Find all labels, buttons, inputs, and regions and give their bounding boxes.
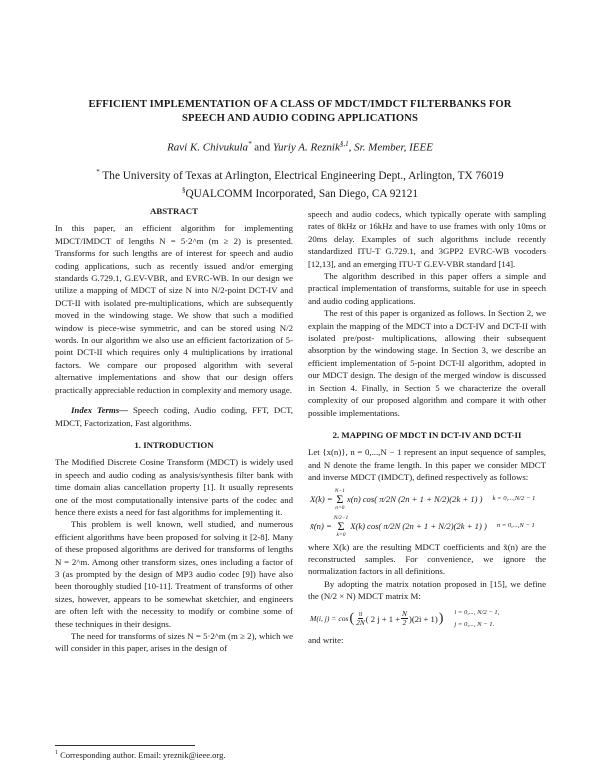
- mdct-equation-body: cos( π/2N (2n + 1 + N/2)(2k + 1) ): [362, 493, 483, 504]
- intro-paragraph-6: The rest of this paper is organized as follows. In Section 2, we explain the mapping of the MDCT into a DCT-IV and DCT-II with isolated pre/post- multiplications, allowing their subsequent absorption by the windowing stage. In Section 3, we describe an efficient implementation of 5-point DCT-II algorithm, adopted in our MDCT design. The design of the merged window is discussed in Section 4. Finally, in Section 5 we characterize the overall complexity of our proposed algorithm and compare it with other possible implementations.: [308, 308, 546, 418]
- affiliations: [50, 165, 550, 201]
- intro-paragraph-4: speech and audio codecs, which typically operate with sampling rates of 8kHz or 16kHz and have to use frames with only 10ms or 20ms delay. Examples of such algorithms include recently standardized ITU-T G.729.1, and 3GPP2 EVRC-WB vocoders [12,13], and an emerging ITU-T G.EV-VBR standard [14].: [308, 209, 546, 269]
- intro-paragraph-1: The Modified Discrete Cosine Transform (MDCT) is widely used in speech and audio coding as analysis/synthesis filter bank with time domain alias cancellation property [1]. It usually represents one of the most computationally intensive parts of the codec and hence there exists a need for fast algorithms for implementing it.: [55, 457, 293, 517]
- index-terms-label: Index Terms—: [71, 405, 128, 416]
- matrix-equation-lhs: M(i, j) = cos: [310, 613, 349, 623]
- imdct-equation-body: cos( π/2N (2n + 1 + N/2)(2k + 1) ): [367, 520, 487, 531]
- mdct-equation: X(k) = N−1 Σ n=0 x(n) cos( π/2N (2n + 1 + N/2)(2k + 1) ) k = 0,...,N/2 − 1: [310, 487, 536, 511]
- imdct-equation: x̃(n) = N/2−1 Σ k=0 X(k) cos( π/2N (2n + 1 + N/2)(2k + 1) ) n = 0,...,N − 1: [310, 514, 535, 538]
- section-2-paragraph-2: where X(k) are the resulting MDCT coefficients and x̃(n) are the reconstructed samples. For convenience, we ignore the normalization factors in all definitions.: [308, 541, 546, 577]
- and-word: and: [251, 141, 273, 154]
- mdct-equation-lhs: X(k) =: [310, 493, 333, 504]
- mdct-equation-condition: k = 0,...,N/2 − 1: [492, 494, 536, 502]
- author-2-title: , Sr. Member, IEEE: [348, 141, 433, 154]
- author-line: [50, 140, 550, 154]
- imdct-equation-condition: n = 0,...,N − 1: [496, 521, 535, 529]
- paper-title: [50, 98, 550, 126]
- intro-heading: 1. INTRODUCTION: [134, 439, 214, 450]
- footnote-divider: [55, 745, 195, 746]
- abstract-text: In this paper, an efficient algorithm for implementing MDCT/IMDCT of lengths N = 5·2^m (m ≥ 2) is presented. Transforms for such lengths are of interest for speech and audio coding applications, such as recently issued and/or emerging standards G.729.1, G.EV-VBR, and EVRC-WB. In our design we utilize a mapping of MDCT of size N into N/2-point DCT-IV and DCT-II with isolated pre-multiplications, which are subsequently moved in the windowing stage. We show that such a modified window is piece-wise symmetric, and can be stored using N/2 words. In our algorithm we also use an efficient factorization of 5-point DCT-II which requires only 4 multiplications by irrational factors. We compare our proposed algorithm with several alternative implementations and show that our design offers practically appreciable reduction in complexity and memory usage.: [55, 223, 293, 395]
- author-1-mark: *: [248, 140, 252, 148]
- index-terms: Index Terms— Speech coding, Audio coding, FFT, DCT, MDCT, Factorization, Fast algorithms.: [55, 405, 293, 428]
- footnote-text: Corresponding author. Email: yreznik@ieee.org.: [58, 750, 226, 760]
- affiliation-1-mark: *: [96, 168, 100, 176]
- sum-symbol: N−1 Σ n=0: [334, 487, 345, 511]
- abstract-heading: ABSTRACT: [150, 206, 198, 216]
- affiliation-2: §QUALCOMM Incorporated, San Diego, CA 92121: [181, 185, 418, 200]
- section-2-heading: 2. MAPPING OF MDCT IN DCT-IV AND DCT-II: [332, 429, 522, 440]
- intro-paragraph-2: This problem is well known, well studied, and numerous efficient algorithms have been proposed for solving it [2-8]. Many of these proposed algorithms are derived for transforms of lengths N = 2^m. Among other transform sizes, ones including a factor of 3 (as prompted by the design of MP3 audio codec [9]) have also been thoroughly studied [10-11]. Treatment of transforms of other sizes, however, appears to be somewhat sketchier, and engineers are often left with the necessity to modify or combine some of these techniques in their designs.: [55, 519, 293, 629]
- right-column: [308, 208, 546, 647]
- sum-symbol: N/2−1 Σ k=0: [333, 514, 349, 538]
- author-1: Ravi K. Chivukula: [167, 141, 249, 154]
- section-2-paragraph-1: Let {x(n)}, n = 0,...,N − 1 represent an input sequence of samples, and N denote the frame length. In this paper we consider MDCT and inverse MDCT (IMDCT), defined respectively as follows:: [308, 447, 546, 483]
- affiliation-1: * The University of Texas at Arlington, Electrical Engineering Dept., Arlington, TX 76019: [96, 168, 504, 182]
- section-2-paragraph-3: By adopting the matrix notation proposed in [15], we define the (N/2 × N) MDCT matrix M:: [308, 578, 546, 602]
- matrix-equation: M(i, j) = cos ( $\frac{\pi}{2N}$ ( 2 j + 1 + $\frac{N}{2}$ )(2i + 1) ) i = 0,..., N/2 − 1, j = 0,..., N − 1.: [310, 607, 546, 632]
- author-2-mark: §,1: [339, 140, 349, 148]
- intro-paragraph-5: The algorithm described in this paper offers a simple and practical implementation of transforms, suitable for use in speech and audio coding applications.: [308, 271, 546, 306]
- title-line-1: EFFICIENT IMPLEMENTATION OF A CLASS OF MDCT/IMDCT FILTERBANKS FOR: [88, 99, 512, 110]
- matrix-equation-conditions: i = 0,..., N/2 − 1, j = 0,..., N − 1.: [454, 608, 500, 628]
- n-half-fraction: $\frac{N}{2}$: [402, 609, 407, 628]
- affiliation-2-mark: §: [181, 185, 186, 194]
- imdct-equation-lhs: x̃(n) =: [310, 520, 332, 531]
- pi-fraction: $\frac{\pi}{2N}$: [356, 609, 365, 628]
- title-line-2: SPEECH AND AUDIO CODING APPLICATIONS: [182, 113, 418, 124]
- left-column: [55, 205, 293, 655]
- footnote-mark: 1: [55, 750, 58, 757]
- author-2: Yuriy A. Reznik: [272, 141, 340, 154]
- section-2-paragraph-4: and write:: [308, 635, 344, 646]
- footnote: [55, 750, 225, 760]
- intro-paragraph-3: The need for transforms of sizes N = 5·2^m (m ≥ 2), which we will consider in this paper, arises in the design of: [55, 631, 293, 654]
